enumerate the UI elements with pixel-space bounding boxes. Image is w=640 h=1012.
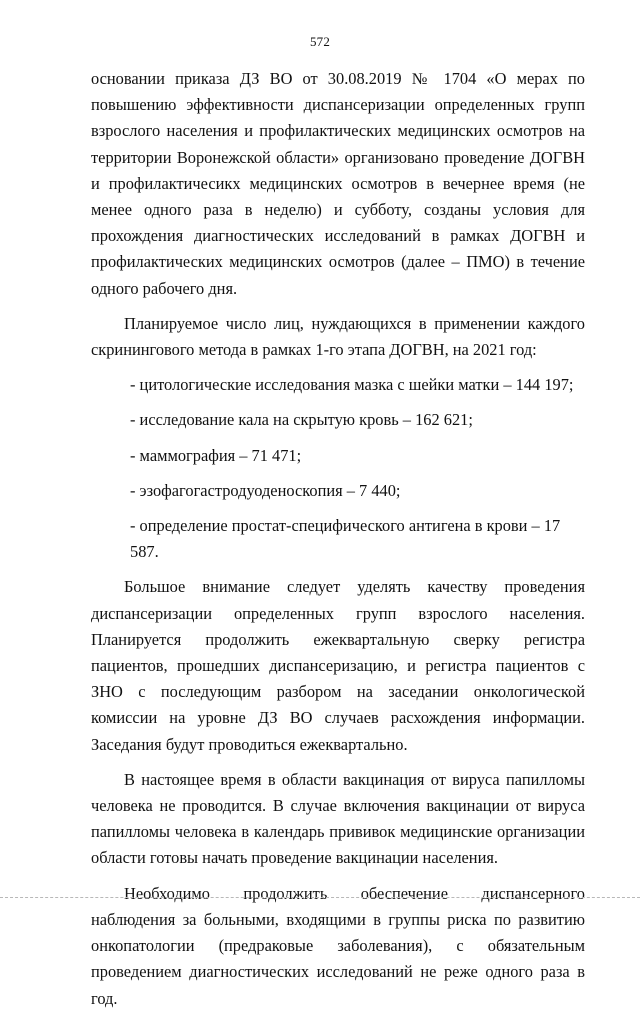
screening-methods-list <box>91 372 585 565</box>
paragraph-continuation: основании приказа ДЗ ВО от 30.08.2019 № 1704 «О мерах по повышению эффективности диспансеризации определенных групп взрослого населения и профилактических медицинских осмотров на территории Воронежской области» организовано проведение ДОГВН и профилактичесикх медицинских осмотров в вечернее время (не менее одного раза в неделю) и субботу, созданы условия для прохождения диагностических исследований в рамках ДОГВН и профилактических медицинских осмотров (далее – ПМО) в течение одного рабочего дня. <box>91 69 585 298</box>
paragraph-quality-control: Большое внимание следует уделять качеству проведения диспансеризации определенных групп взрослого населения. Планируется продолжить ежеквартальную сверку регистра пациентов, прошедших диспансеризацию, и регистра пациентов с ЗНО с последующим разбором на заседании онкологической комиссии на уровне ДЗ ВО случаев расхождения информации. Заседания будут проводиться ежеквартально. <box>91 577 585 754</box>
list-item: - маммография – 71 471; <box>130 445 302 465</box>
paragraph-dispensary-observation: Необходимо продолжить обеспечение диспансерного наблюдения за больными, входящими в группы риска по развитию онкопатологии (предраковые заболевания), с обязательным проведением диагностических исследований не реже одного раза в год. <box>91 883 585 1008</box>
list-item: - эзофагогастродуоденоскопия – 7 440; <box>130 480 401 500</box>
document-body <box>91 66 585 1012</box>
paragraph-screening-intro: Планируемое число лиц, нуждающихся в применении каждого скринингового метода в рамках 1-го этапа ДОГВН, на 2021 год: <box>91 313 585 360</box>
list-item: - цитологические исследования мазка с шейки матки – 144 197; <box>130 375 574 395</box>
page-number: 572 <box>309 34 331 49</box>
list-item: - исследование кала на скрытую кровь – 162 621; <box>130 410 473 430</box>
list-item: - определение простат-специфического антигена в крови – 17 587. <box>130 516 561 562</box>
paragraph-hpv-vaccination: В настоящее время в области вакцинация от вируса папилломы человека не проводится. В случае включения вакцинации от вируса папилломы человека в календарь прививок медицинские организации области готовы начать проведение вакцинации населения. <box>91 769 585 868</box>
scan-edge-divider <box>0 897 640 898</box>
